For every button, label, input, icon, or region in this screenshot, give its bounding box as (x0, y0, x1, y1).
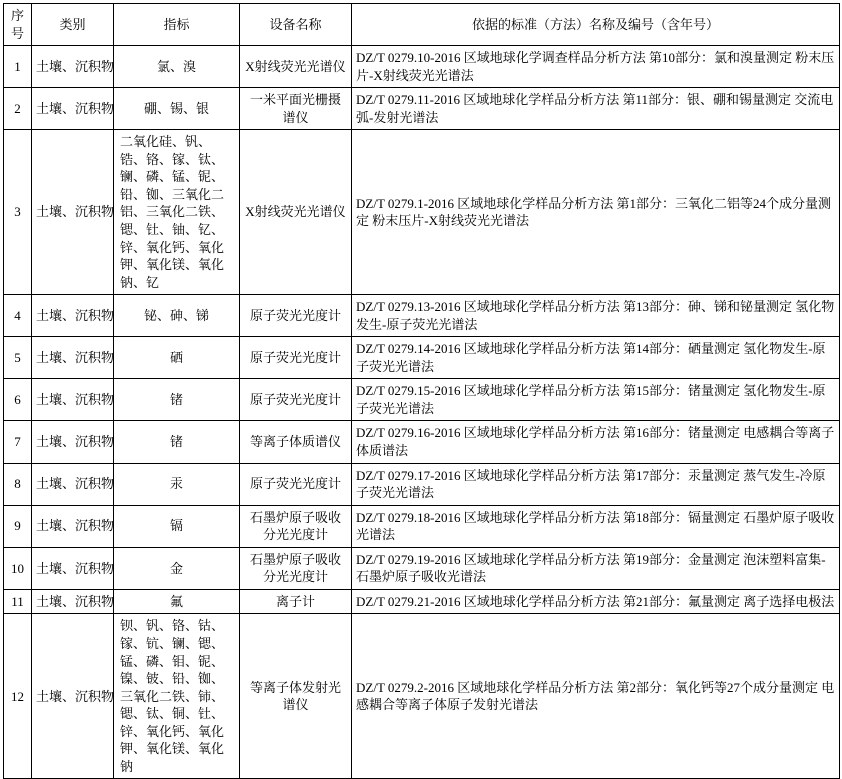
cell-indicator: 金 (114, 547, 240, 589)
table-row (4, 421, 840, 463)
cell-standard: DZ/T 0279.1-2016 区域地球化学样品分析方法 第1部分：三氧化二铝等24个成分量测定 粉末压片-X射线荧光光谱法 (352, 130, 840, 295)
cell-device: X射线荧光光谱仪 (240, 46, 352, 88)
cell-device: 原子荧光光度计 (240, 379, 352, 421)
cell-category: 土壤、沉积物 (32, 88, 114, 130)
cell-index: 11 (4, 589, 32, 614)
table-row (4, 547, 840, 589)
cell-category: 土壤、沉积物 (32, 547, 114, 589)
cell-category: 土壤、沉积物 (32, 337, 114, 379)
table-header (4, 4, 840, 46)
cell-category: 土壤、沉积物 (32, 463, 114, 505)
column-header-standard: 依据的标准（方法）名称及编号（含年号） (352, 4, 840, 46)
cell-standard: DZ/T 0279.10-2016 区域地球化学调查样品分析方法 第10部分：氯和溴量测定 粉末压片-X射线荧光光谱法 (352, 46, 840, 88)
cell-indicator: 钡、钒、铬、钴、镓、钪、镧、锶、锰、磷、钼、铌、镍、铍、铅、铷、三氧化二铁、铈、锶、钛、铜、钍、锌、氧化钙、氧化钾、氧化镁、氧化钠 (114, 614, 240, 779)
cell-standard: DZ/T 0279.19-2016 区域地球化学样品分析方法 第19部分：金量测定 泡沫塑料富集-石墨炉原子吸收光谱法 (352, 547, 840, 589)
cell-index: 4 (4, 295, 32, 337)
column-header-device: 设备名称 (240, 4, 352, 46)
cell-category: 土壤、沉积物 (32, 421, 114, 463)
table-row (4, 337, 840, 379)
cell-standard: DZ/T 0279.13-2016 区域地球化学样品分析方法 第13部分：砷、锑和铋量测定 氢化物发生-原子荧光光谱法 (352, 295, 840, 337)
cell-standard: DZ/T 0279.17-2016 区域地球化学样品分析方法 第17部分：汞量测定 蒸气发生-冷原子荧光光谱法 (352, 463, 840, 505)
cell-indicator: 锗 (114, 421, 240, 463)
cell-device: 石墨炉原子吸收分光光度计 (240, 547, 352, 589)
cell-indicator: 硒 (114, 337, 240, 379)
cell-indicator: 硼、锡、银 (114, 88, 240, 130)
table-row (4, 130, 840, 295)
cell-device: 石墨炉原子吸收分光光度计 (240, 505, 352, 547)
cell-indicator: 氯、溴 (114, 46, 240, 88)
cell-device: 等离子体质谱仪 (240, 421, 352, 463)
cell-standard: DZ/T 0279.11-2016 区域地球化学样品分析方法 第11部分：银、硼和锡量测定 交流电弧-发射光谱法 (352, 88, 840, 130)
table-row (4, 614, 840, 779)
table-header-row (4, 4, 840, 46)
cell-device: 原子荧光光度计 (240, 295, 352, 337)
cell-standard: DZ/T 0279.15-2016 区域地球化学样品分析方法 第15部分：锗量测定 氢化物发生-原子荧光光谱法 (352, 379, 840, 421)
table-body (4, 46, 840, 779)
cell-standard: DZ/T 0279.16-2016 区域地球化学样品分析方法 第16部分：锗量测定 电感耦合等离子体质谱法 (352, 421, 840, 463)
cell-indicator: 汞 (114, 463, 240, 505)
table-row (4, 46, 840, 88)
analysis-methods-table (3, 3, 840, 779)
document-page (0, 3, 842, 774)
cell-indicator: 氟 (114, 589, 240, 614)
cell-category: 土壤、沉积物 (32, 295, 114, 337)
cell-index: 5 (4, 337, 32, 379)
cell-indicator: 锗 (114, 379, 240, 421)
cell-category: 土壤、沉积物 (32, 130, 114, 295)
table-row (4, 505, 840, 547)
table-row (4, 589, 840, 614)
cell-indicator: 铋、砷、锑 (114, 295, 240, 337)
cell-index: 8 (4, 463, 32, 505)
cell-index: 1 (4, 46, 32, 88)
cell-category: 土壤、沉积物 (32, 614, 114, 779)
table-row (4, 463, 840, 505)
column-header-indicator: 指标 (114, 4, 240, 46)
cell-device: 一米平面光栅摄谱仪 (240, 88, 352, 130)
cell-category: 土壤、沉积物 (32, 589, 114, 614)
table-row (4, 88, 840, 130)
table-row (4, 379, 840, 421)
cell-index: 9 (4, 505, 32, 547)
cell-standard: DZ/T 0279.2-2016 区域地球化学样品分析方法 第2部分：氧化钙等27个成分量测定 电感耦合等离子体原子发射光谱法 (352, 614, 840, 779)
cell-index: 2 (4, 88, 32, 130)
cell-standard: DZ/T 0279.18-2016 区域地球化学样品分析方法 第18部分：镉量测定 石墨炉原子吸收光谱法 (352, 505, 840, 547)
cell-category: 土壤、沉积物 (32, 505, 114, 547)
cell-device: 原子荧光光度计 (240, 463, 352, 505)
cell-device: 等离子体发射光谱仪 (240, 614, 352, 779)
cell-index: 3 (4, 130, 32, 295)
cell-index: 6 (4, 379, 32, 421)
table-row (4, 295, 840, 337)
cell-index: 10 (4, 547, 32, 589)
cell-device: X射线荧光光谱仪 (240, 130, 352, 295)
cell-indicator: 镉 (114, 505, 240, 547)
column-header-index: 序号 (4, 4, 32, 46)
cell-standard: DZ/T 0279.21-2016 区域地球化学样品分析方法 第21部分：氟量测定 离子选择电极法 (352, 589, 840, 614)
cell-category: 土壤、沉积物 (32, 46, 114, 88)
cell-standard: DZ/T 0279.14-2016 区域地球化学样品分析方法 第14部分：硒量测定 氢化物发生-原子荧光光谱法 (352, 337, 840, 379)
cell-indicator: 二氧化硅、钒、锆、铬、镓、钛、镧、磷、锰、铌、铅、铷、三氧化二铝、三氧化二铁、锶、钍、铀、钇、锌、氧化钙、氧化钾、氧化镁、氧化钠、钇 (114, 130, 240, 295)
cell-device: 离子计 (240, 589, 352, 614)
column-header-category: 类别 (32, 4, 114, 46)
cell-index: 12 (4, 614, 32, 779)
cell-category: 土壤、沉积物 (32, 379, 114, 421)
cell-device: 原子荧光光度计 (240, 337, 352, 379)
cell-index: 7 (4, 421, 32, 463)
